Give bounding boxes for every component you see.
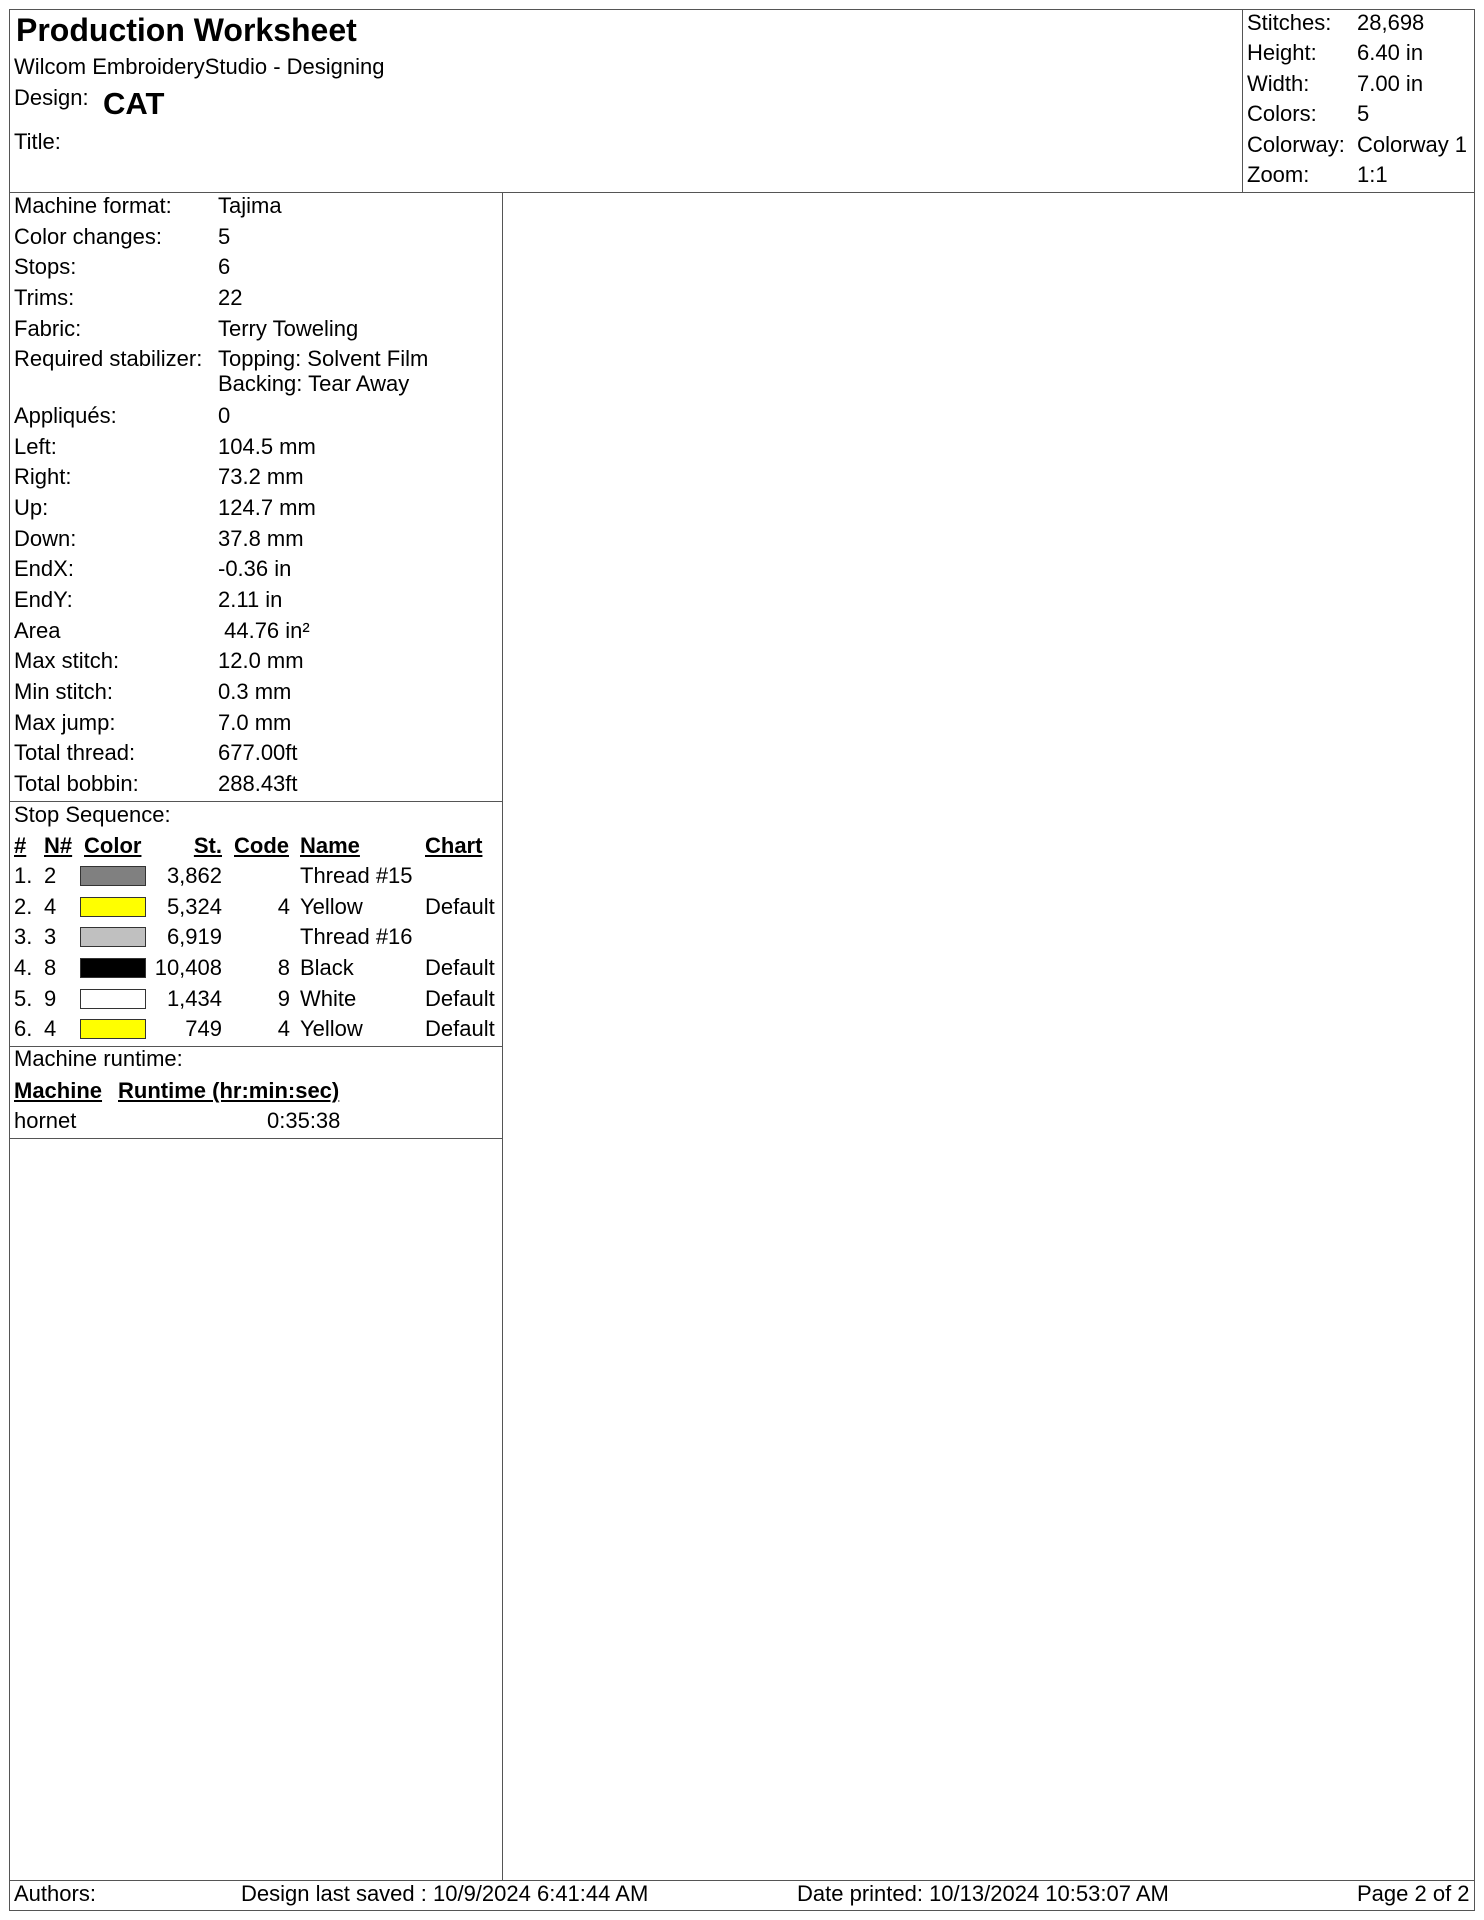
thread-name: White	[300, 986, 357, 1011]
summary-label-width: Width:	[1247, 71, 1310, 96]
stop-number: 6.	[14, 1016, 33, 1041]
stop-number: 4.	[14, 955, 33, 980]
stitch-count: 5,324	[166, 894, 222, 919]
detail-value: 44.76 in²	[218, 618, 310, 643]
detail-label: Machine format:	[14, 193, 172, 218]
needle-number: 4	[44, 1016, 57, 1041]
title-label: Title:	[14, 129, 61, 154]
detail-label: Min stitch:	[14, 679, 114, 704]
detail-label: EndY:	[14, 587, 73, 612]
stitch-count: 1,434	[166, 986, 222, 1011]
summary-value-stitches: 28,698	[1357, 10, 1425, 35]
detail-value: 73.2 mm	[218, 464, 304, 489]
detail-label: Fabric:	[14, 316, 82, 341]
detail-label: Left:	[14, 434, 57, 459]
detail-label: Stops:	[14, 254, 77, 279]
col-header-needle: N#	[44, 833, 73, 858]
thread-name: Black	[300, 955, 354, 980]
runtime-col-runtime: Runtime (hr:min:sec)	[118, 1078, 340, 1103]
thread-chart: Default	[425, 1016, 495, 1041]
detail-value: 5	[218, 224, 231, 249]
detail-label: Up:	[14, 495, 49, 520]
thread-name: Thread #16	[300, 924, 413, 949]
color-swatch	[80, 897, 146, 917]
detail-label: Max jump:	[14, 710, 116, 735]
summary-value-zoom: 1:1	[1357, 162, 1388, 187]
detail-value: 12.0 mm	[218, 648, 304, 673]
color-swatch	[80, 927, 146, 947]
detail-value: 2.11 in	[218, 587, 283, 612]
needle-number: 8	[44, 955, 57, 980]
detail-value: 6	[218, 254, 231, 279]
thread-name: Thread #15	[300, 863, 413, 888]
stop-number: 2.	[14, 894, 33, 919]
detail-value: 22	[218, 285, 243, 310]
detail-label: Right:	[14, 464, 72, 489]
summary-value-colors: 5	[1357, 101, 1370, 126]
col-header-number: #	[14, 833, 27, 858]
design-name: CAT	[103, 86, 165, 121]
thread-name: Yellow	[300, 894, 363, 919]
detail-value: 288.43ft	[218, 771, 298, 796]
summary-label-colorway: Colorway:	[1247, 132, 1345, 157]
col-header-color: Color	[84, 833, 142, 858]
stop-number: 3.	[14, 924, 33, 949]
detail-value: 124.7 mm	[218, 495, 316, 520]
stop-sequence-heading: Stop Sequence:	[14, 802, 171, 827]
detail-label: EndX:	[14, 556, 74, 581]
thread-code: 4	[277, 894, 290, 919]
design-label: Design:	[14, 85, 89, 110]
thread-chart: Default	[425, 894, 495, 919]
left-panel-divider	[502, 192, 503, 1880]
summary-value-width: 7.00 in	[1357, 71, 1424, 96]
needle-number: 4	[44, 894, 57, 919]
detail-value: Terry Toweling	[218, 316, 359, 341]
detail-label: Max stitch:	[14, 648, 120, 673]
runtime-machine-name: hornet	[14, 1108, 77, 1133]
stitch-count: 6,919	[166, 924, 222, 949]
color-swatch	[80, 989, 146, 1009]
needle-number: 3	[44, 924, 57, 949]
detail-label: Required stabilizer:	[14, 346, 203, 371]
summary-label-stitches: Stitches:	[1247, 10, 1332, 35]
footer-last-saved: Design last saved : 10/9/2024 6:41:44 AM	[241, 1881, 649, 1906]
stop-number: 1.	[14, 863, 33, 888]
detail-value: 677.00ft	[218, 740, 298, 765]
app-subtitle: Wilcom EmbroideryStudio - Designing	[14, 54, 385, 79]
color-swatch	[80, 866, 146, 886]
thread-code: 8	[277, 955, 290, 980]
stitch-count: 749	[185, 1016, 222, 1041]
runtime-col-machine: Machine	[14, 1078, 103, 1103]
detail-label: Appliqués:	[14, 403, 117, 428]
footer-divider	[9, 1880, 1475, 1881]
stop-number: 5.	[14, 986, 33, 1011]
thread-code: 4	[277, 1016, 290, 1041]
detail-value-secondary: Backing: Tear Away	[218, 371, 410, 396]
detail-value: 0	[218, 403, 231, 428]
detail-value: 0.3 mm	[218, 679, 292, 704]
detail-label: Color changes:	[14, 224, 162, 249]
thread-name: Yellow	[300, 1016, 363, 1041]
col-header-name: Name	[300, 833, 360, 858]
thread-chart: Default	[425, 986, 495, 1011]
color-swatch	[80, 1019, 146, 1039]
detail-label: Total bobbin:	[14, 771, 139, 796]
col-header-chart: Chart	[425, 833, 483, 858]
summary-label-height: Height:	[1247, 40, 1317, 65]
detail-value: 37.8 mm	[218, 526, 304, 551]
footer-page-number: Page 2 of 2	[1357, 1881, 1470, 1906]
col-header-code: Code	[234, 833, 289, 858]
detail-value: Tajima	[218, 193, 282, 218]
runtime-bottom-rule	[9, 1138, 502, 1139]
detail-value: 104.5 mm	[218, 434, 316, 459]
detail-value: -0.36 in	[218, 556, 292, 581]
thread-code: 9	[277, 986, 290, 1011]
detail-value: Topping: Solvent Film	[218, 346, 429, 371]
summary-divider	[1242, 9, 1243, 192]
detail-label: Down:	[14, 526, 77, 551]
detail-label: Total thread:	[14, 740, 136, 765]
summary-value-height: 6.40 in	[1357, 40, 1424, 65]
page-title: Production Worksheet	[16, 12, 357, 48]
detail-label: Trims:	[14, 285, 75, 310]
runtime-duration: 0:35:38	[267, 1108, 341, 1133]
color-swatch	[80, 958, 146, 978]
col-header-stitches: St.	[193, 833, 222, 858]
detail-value: 7.0 mm	[218, 710, 292, 735]
needle-number: 9	[44, 986, 57, 1011]
detail-label: Area	[14, 618, 61, 643]
footer-authors: Authors:	[14, 1881, 96, 1906]
summary-label-colors: Colors:	[1247, 101, 1317, 126]
stitch-count: 3,862	[166, 863, 222, 888]
footer-date-printed: Date printed: 10/13/2024 10:53:07 AM	[797, 1881, 1169, 1906]
stitch-count: 10,408	[154, 955, 222, 980]
thread-chart: Default	[425, 955, 495, 980]
runtime-heading: Machine runtime:	[14, 1046, 183, 1071]
summary-value-colorway: Colorway 1	[1357, 132, 1468, 157]
needle-number: 2	[44, 863, 57, 888]
summary-label-zoom: Zoom:	[1247, 162, 1310, 187]
